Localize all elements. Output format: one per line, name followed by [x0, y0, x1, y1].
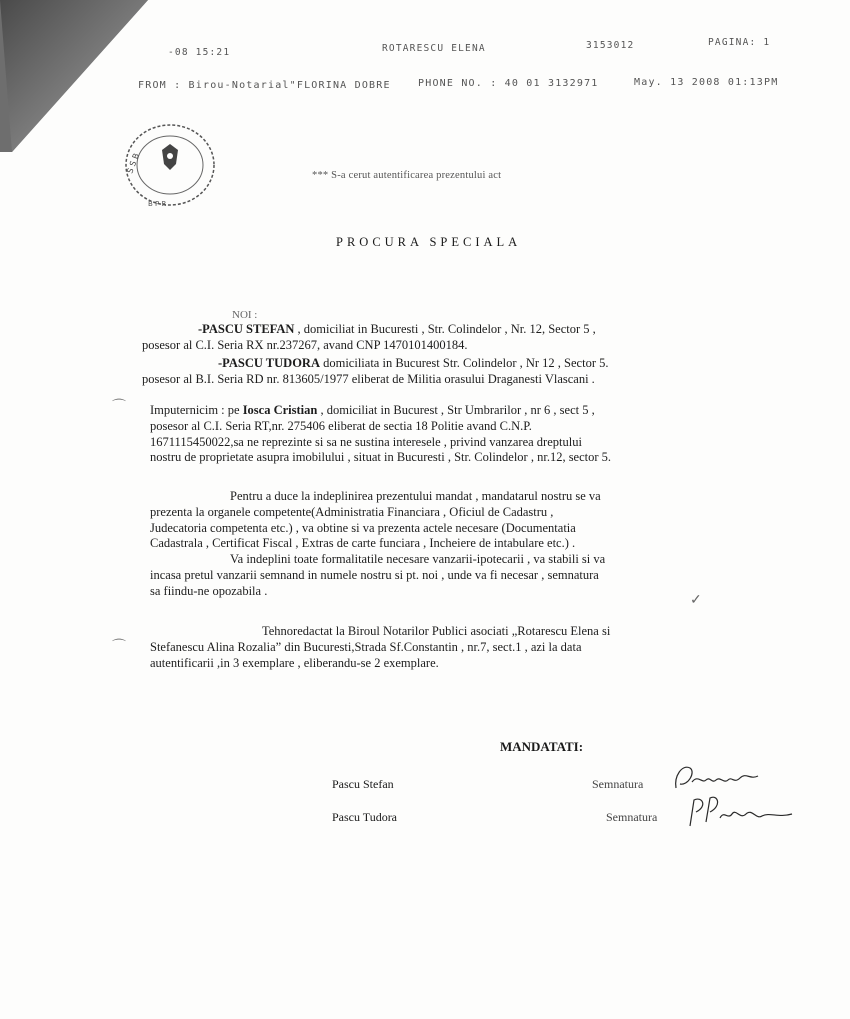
duties-paragraph: [150, 489, 605, 600]
mandate-lead: Imputernicim : pe: [150, 403, 243, 417]
property-description: nostru de proprietate asupra imobilului , situat in Bucuresti , Str. Colindelor , nr.12, sector 5.: [150, 450, 612, 465]
party-tudora-address: domiciliata in Bucurest Str. Colindelor , Nr 12 , Sector 5.: [319, 356, 609, 370]
party-tudora-id: posesor al B.I. Seria RD nr. 813605/1977 eliberat de Militia orasului Draganesti Vlascani .: [142, 371, 595, 386]
svg-text:S S B: S S B: [125, 152, 141, 175]
duties-line-7: sa fiindu-ne opozabila .: [150, 583, 268, 598]
agent-cnp: 1671115450022,sa ne reprezinte si sa ne sustina interesele , privind vanzarea dreptului: [150, 434, 582, 449]
signature-stefan-icon: [668, 758, 768, 796]
mandate-paragraph: [150, 403, 611, 466]
fax-transmit-date: May. 13 2008 01:13PM: [634, 77, 779, 88]
agent-address: , domiciliat in Bucurest , Str Umbrarilor , nr 6 , sect 5 ,: [317, 403, 595, 417]
signature-label: Semnatura: [606, 810, 658, 824]
signatory-name: Pascu Stefan: [332, 777, 394, 791]
duties-line-6: incasa pretul vanzarii semnand in numele nostru si pt. noi , unde va fi necesar , semnatura: [150, 567, 599, 582]
drafting-line-3: autentificarii ,in 3 exemplare , eliberandu-se 2 exemplare.: [150, 655, 439, 670]
party-tudora-name: -PASCU TUDORA: [218, 356, 320, 370]
margin-mark: ⌒: [112, 640, 126, 655]
margin-mark: ⌒: [112, 400, 126, 415]
fax-page-number: PAGINA: 1: [708, 37, 771, 48]
intro-label: NOI :: [232, 309, 258, 321]
fax-from: FROM : Birou-Notarial"FLORINA DOBRE: [138, 80, 391, 91]
duties-line-4: Cadastrala , Certificat Fiscal , Extras de carte funciara , Incheiere de intabulare etc.) .: [150, 536, 576, 551]
margin-mark: ✓: [690, 593, 702, 608]
signatories-heading: MANDATATI:: [500, 739, 584, 754]
duties-line-5: Va indeplini toate formalitatile necesare vanzarii-ipotecarii , va stabili si va: [230, 552, 606, 567]
duties-line-2: prezenta la organele competente(Administratia Financiara , Oficiul de Cadastru ,: [150, 504, 554, 519]
fax-date-time: -08 15:21: [168, 47, 231, 58]
authentication-note: *** S-a cerut autentificarea prezentului act: [312, 170, 502, 181]
signatory-name: Pascu Tudora: [332, 810, 398, 824]
signature-label: Semnatura: [592, 777, 644, 791]
duties-line-3: Judecatoria competenta etc.) , va obtine si va prezenta actele necesare (Documentatia: [150, 520, 576, 535]
fax-phone: PHONE NO. : 40 01 3132971: [418, 78, 599, 89]
party-tudora-paragraph: [142, 356, 609, 388]
party-stefan-paragraph: [142, 322, 596, 354]
duties-line-1: Pentru a duce la indeplinirea prezentului mandat , mandatarul nostru se va: [230, 489, 601, 503]
svg-text:B P R: B P R: [148, 200, 167, 208]
drafting-paragraph: [150, 624, 610, 671]
agent-name: Iosca Cristian: [242, 403, 318, 417]
signature-tudora-icon: [680, 792, 800, 834]
drafting-line-2: Stefanescu Alina Rozalia” din Bucuresti,Strada Sf.Constantin , nr.7, sect.1 , azi la data: [150, 639, 582, 654]
fax-sender-name: ROTARESCU ELENA: [382, 43, 486, 54]
document-title: PROCURA SPECIALA: [336, 235, 522, 249]
agent-id: posesor al C.I. Seria RT,nr. 275406 eliberat de sectia 18 Politie avand C.N.P.: [150, 418, 532, 433]
party-stefan-address: , domiciliat in Bucuresti , Str. Colindelor , Nr. 12, Sector 5 ,: [294, 322, 596, 336]
party-stefan-id: posesor al C.I. Seria RX nr.237267, avand CNP 1470101400184.: [142, 337, 468, 352]
notary-seal-icon: [118, 118, 228, 213]
drafting-line-1: Tehnoredactat la Biroul Notarilor Publici asociati „Rotarescu Elena si: [262, 624, 611, 638]
fax-number: 3153012: [586, 40, 635, 51]
party-stefan-name: -PASCU STEFAN: [198, 322, 295, 336]
